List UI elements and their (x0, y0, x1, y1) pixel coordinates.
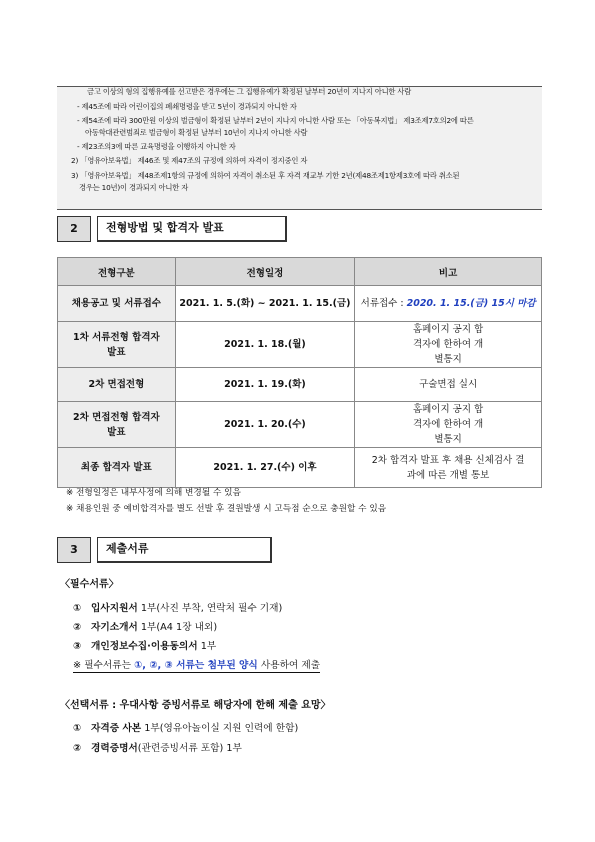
section-title: 전형방법 및 합격자 발표 (97, 216, 287, 242)
item-desc: 1부(사진 부착, 연락처 필수 기재) (137, 603, 283, 614)
required-docs-header: 〈필수서류〉 (60, 579, 119, 590)
schedule-table (57, 257, 542, 488)
date-cell: 2021. 1. 27.(수) 이후 (175, 448, 354, 488)
item-name: 경력증명서 (91, 743, 138, 754)
item-name: 개인정보수집·이용동의서 (91, 641, 198, 652)
column-header: 전형구분 (58, 258, 176, 286)
item-name: 자격증 사본 (91, 723, 142, 734)
table-row (58, 368, 542, 402)
note-cell: 구술면접 실시 (355, 368, 542, 402)
item-desc: 1부 (197, 641, 217, 652)
list-item (73, 720, 298, 734)
item-number: ② (73, 743, 82, 754)
table-row (58, 402, 542, 448)
note-cell (355, 286, 542, 322)
box-line: - 제54조에 따라 300만원 이상의 벌금형이 확정된 날부터 2년이 지나지 아니한 사람 또는 「아동복지법」 제3조제7호의2에 따른 (77, 116, 474, 125)
list-item (73, 600, 282, 614)
disqualification-box (57, 86, 542, 210)
section-2-heading (57, 216, 287, 242)
box-line: 아동학대관련범죄로 벌금형이 확정된 날부터 10년이 지나지 아니한 사람 (85, 128, 308, 137)
box-line: - 제45조에 따라 어린이집의 폐쇄명령을 받고 5년이 경과되지 아니한 자 (77, 102, 297, 111)
date-cell: 2021. 1. 19.(화) (175, 368, 354, 402)
item-name: 입사지원서 (91, 603, 138, 614)
column-header: 비고 (355, 258, 542, 286)
table-header-row (58, 258, 542, 286)
item-number: ② (73, 622, 82, 633)
note-prefix: ※ 필수서류는 (73, 660, 135, 671)
note-highlight: ①, ②, ③ 서류는 첨부된 양식 (134, 660, 258, 671)
optional-docs-header: 〈선택서류 : 우대사항 증빙서류로 해당자에 한해 제출 요망〉 (60, 700, 331, 711)
table-row (58, 448, 542, 488)
schedule-note: ※ 전형일정은 내부사정에 의해 변경될 수 있음 (66, 488, 241, 498)
item-number: ① (73, 723, 82, 734)
stage-cell: 1차 서류전형 합격자 발표 (58, 322, 176, 368)
list-item (73, 619, 217, 633)
box-line: 금고 이상의 형의 집행유예를 선고받은 경우에는 그 집행유예가 확정된 날부터 20년이 지나지 아니한 사람 (87, 87, 412, 96)
section-number: 3 (57, 537, 91, 563)
deadline-highlight: 2020. 1. 15.(금) 15시 마감 (406, 298, 536, 309)
stage-cell: 채용공고 및 서류접수 (58, 286, 176, 322)
table-row (58, 286, 542, 322)
schedule-note: ※ 채용인원 중 예비합격자를 별도 선발 후 결원발생 시 고득점 순으로 충원할 수 있음 (66, 504, 387, 514)
stage-cell: 2차 면접전형 합격자 발표 (58, 402, 176, 448)
box-line: 2) 「영유아보육법」 제46조 및 제47조의 규정에 의하여 자격이 정지중인 자 (71, 156, 308, 165)
box-line: - 제23조의3에 따른 교육명령을 이행하지 아니한 자 (77, 142, 236, 151)
stage-cell: 최종 합격자 발표 (58, 448, 176, 488)
item-number: ① (73, 603, 82, 614)
item-desc: (관련증빙서류 포함) 1부 (137, 743, 242, 754)
item-desc: 1부(영유아놀이실 지원 인력에 한함) (141, 723, 299, 734)
section-title: 제출서류 (97, 537, 272, 563)
section-3-heading (57, 537, 272, 563)
note-cell: 홈페이지 공지 합격자에 한하여 개별통지 (355, 322, 542, 368)
box-line: 경우는 10년)이 경과되지 아니한 자 (79, 183, 189, 192)
note-prefix: 서류접수 : (360, 298, 407, 309)
date-cell: 2021. 1. 18.(월) (175, 322, 354, 368)
item-desc: 1부(A4 1장 내외) (137, 622, 218, 633)
required-docs-note (73, 657, 320, 671)
note-cell: 홈페이지 공지 합격자에 한하여 개별통지 (355, 402, 542, 448)
item-number: ③ (73, 641, 82, 652)
stage-cell: 2차 면접전형 (58, 368, 176, 402)
item-name: 자기소개서 (91, 622, 138, 633)
box-line: 3) 「영유아보육법」 제48조제1항의 규정에 의하여 자격이 취소된 후 자격 재교부 기한 2년(제48조제1항제3호에 따라 취소된 (71, 171, 460, 180)
table-row (58, 322, 542, 368)
list-item (73, 638, 216, 652)
section-number: 2 (57, 216, 91, 242)
note-suffix: 사용하여 제출 (257, 660, 321, 671)
note-underline (73, 660, 320, 673)
column-header: 전형일정 (175, 258, 354, 286)
date-cell: 2021. 1. 5.(화) ~ 2021. 1. 15.(금) (175, 286, 354, 322)
note-cell: 2차 합격자 발표 후 채용 신체검사 결과에 따른 개별 통보 (355, 448, 542, 488)
list-item (73, 740, 242, 754)
date-cell: 2021. 1. 20.(수) (175, 402, 354, 448)
